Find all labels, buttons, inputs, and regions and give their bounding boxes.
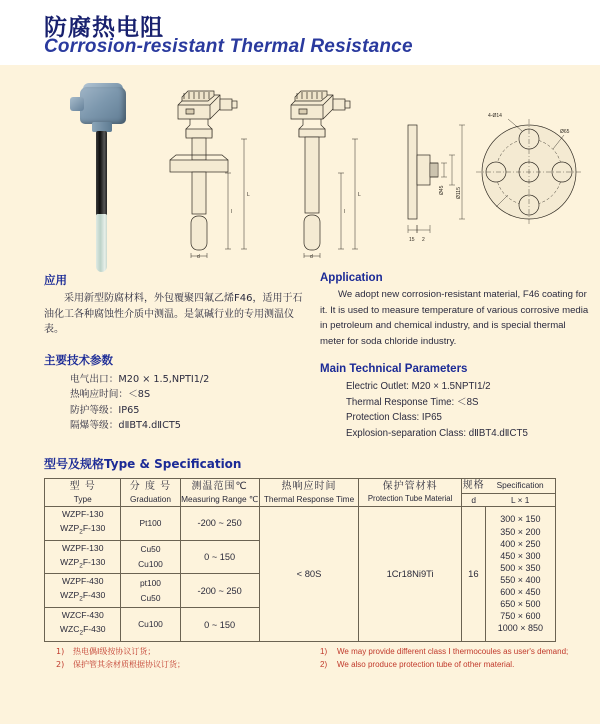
flange-step-label: 2 (422, 237, 425, 243)
cell-range: 0 ~ 150 (180, 540, 259, 574)
page-header (0, 0, 600, 65)
cell-graduation: Pt100 (121, 507, 180, 541)
length-item: 500 × 350 (500, 562, 541, 573)
dim-label-L: L (247, 192, 250, 198)
notes-en (320, 645, 590, 671)
page-title-cn: 防腐热电阻 (44, 15, 164, 41)
page-title-en: Corrosion-resistant Thermal Resistance (44, 36, 413, 57)
flange-thickness-label: 15 (409, 237, 415, 243)
parameters-list-cn (44, 372, 312, 434)
table-title: 型号及规格Type & Specification (44, 457, 242, 471)
chinese-text-column (44, 272, 312, 434)
figure-band (0, 65, 600, 260)
english-text-column (320, 272, 590, 441)
parameter-item-cn: 热响应时间：＜8S (70, 389, 151, 400)
length-item: 1000 × 850 (497, 623, 544, 634)
parameter-item-en: Thermal Response Time: ＜8S (346, 396, 479, 408)
parameter-item-cn: 电气出口：M20 × 1.5,NPTI1/2 (70, 373, 210, 385)
svg-text:l: l (344, 209, 346, 215)
parameter-item-en: Electric Outlet: M20 × 1.5NPTI1/2 (346, 381, 491, 392)
length-item: 350 × 200 (500, 526, 541, 537)
cell-type: WZCF-430 $WZC_2F-430$ (45, 608, 121, 642)
col-header-spec-en: Specification L × 1 (485, 479, 555, 507)
notes-cn (56, 645, 306, 671)
dim-label-l: l (231, 209, 233, 215)
cell-type: WZPF-130 $WZP_2F-130$ (45, 507, 121, 541)
parameters-heading-en: Main Technical Parameters (320, 363, 468, 375)
col-header-tube-material: 保护管材料 Protection Tube Material (359, 479, 462, 507)
col-header-spec-cn: 规格 d (462, 480, 485, 505)
cell-type: WZPF-130 $WZP_2F-130$ (45, 540, 121, 574)
drawing-plain-sensor (283, 83, 389, 259)
cell-lengths (485, 507, 555, 642)
cell-range: 0 ~ 150 (180, 608, 259, 642)
col-header-graduation: 分 度 号 Graduation (121, 479, 180, 507)
photo-probe-tip (96, 214, 107, 272)
table-header-row (45, 479, 556, 507)
length-item: 550 × 400 (500, 574, 541, 585)
note-item: 2) We also produce protection tube of other material. (320, 660, 515, 669)
col-header-response-time: 热响应时间 Thermal Response Time (259, 479, 359, 507)
parameters-list-en (320, 379, 590, 441)
svg-text:L: L (358, 192, 361, 198)
parameter-item-cn: 防护等级：IP65 (70, 404, 140, 416)
length-item: 600 × 450 (500, 587, 541, 598)
cell-range: -200 ~ 250 (180, 574, 259, 608)
photo-head-housing (80, 87, 126, 124)
table-row (45, 507, 556, 541)
dim-label-d: d (197, 254, 200, 259)
application-heading-cn: 应用 (44, 273, 67, 287)
cell-graduation: Cu50 Cu100 (121, 540, 180, 574)
application-body-en: We adopt new corrosion-resistant material, F46 coating for it. It is used to measure temperature of various corrosive media in petroleum and chemical industry, and is special thermal meter for soda chloride industry. (320, 289, 589, 347)
flange-hole-label: 4-Ø14 (488, 113, 502, 119)
parameter-item-cn: 隔爆等级：dⅡBT4.dⅡCT5 (70, 420, 181, 431)
drawing-flange-detail (396, 103, 586, 243)
parameter-item-en: Protection Class: IP65 (346, 412, 442, 423)
cell-response-time: < 80S (259, 507, 359, 642)
length-item: 300 × 150 (500, 514, 541, 525)
application-body-cn: 采用新型防腐材料，外包覆聚四氟乙烯F46，适用于石油化工各种腐蚀性介质中测温。是氯碱行业的专用测温仪表。 (44, 293, 303, 335)
cell-range: -200 ~ 250 (180, 507, 259, 541)
photo-cable-entry (70, 97, 84, 111)
drawing-flanged-sensor (158, 83, 264, 259)
parameter-item-en: Explosion-separation Class: dⅡBT4.dⅡCT5 (346, 427, 528, 439)
svg-text:d: d (310, 254, 313, 259)
cell-d-value: 16 (461, 507, 485, 642)
note-item: 1) We may provide different class Ⅰ thermocoules as user's demand; (320, 647, 569, 656)
flange-bolt-circle-label: Ø65 (560, 129, 570, 135)
flange-inner-dia-label: Ø45 (439, 185, 445, 195)
application-heading-en: Application (320, 272, 383, 284)
note-item: 1) 热电偶Ⅰ级按协议订货； (56, 647, 156, 656)
parameters-heading-cn: 主要技术参数 (44, 352, 113, 367)
cell-graduation: pt100 Cu50 (121, 574, 180, 608)
cell-type: WZPF-430 $WZP_2F-430$ (45, 574, 121, 608)
photo-stem (96, 131, 107, 216)
length-item: 450 × 300 (500, 550, 541, 561)
cell-graduation: Cu100 (121, 608, 180, 642)
product-photo (62, 83, 152, 258)
flange-outer-dia-label: Ø115 (456, 187, 462, 199)
length-item: 750 × 600 (500, 611, 541, 622)
cell-tube-material: 1Cr18Ni9Ti (359, 507, 462, 642)
col-header-measuring-range: 测温范围℃ Measuring Range ℃ (180, 479, 259, 507)
col-header-type: 型 号 Type (45, 479, 121, 507)
note-item: 2) 保护管其余材质根据协议订货； (56, 660, 185, 669)
length-item: 650 × 500 (500, 599, 541, 610)
length-item: 400 × 250 (500, 538, 541, 549)
specification-table (44, 478, 556, 642)
